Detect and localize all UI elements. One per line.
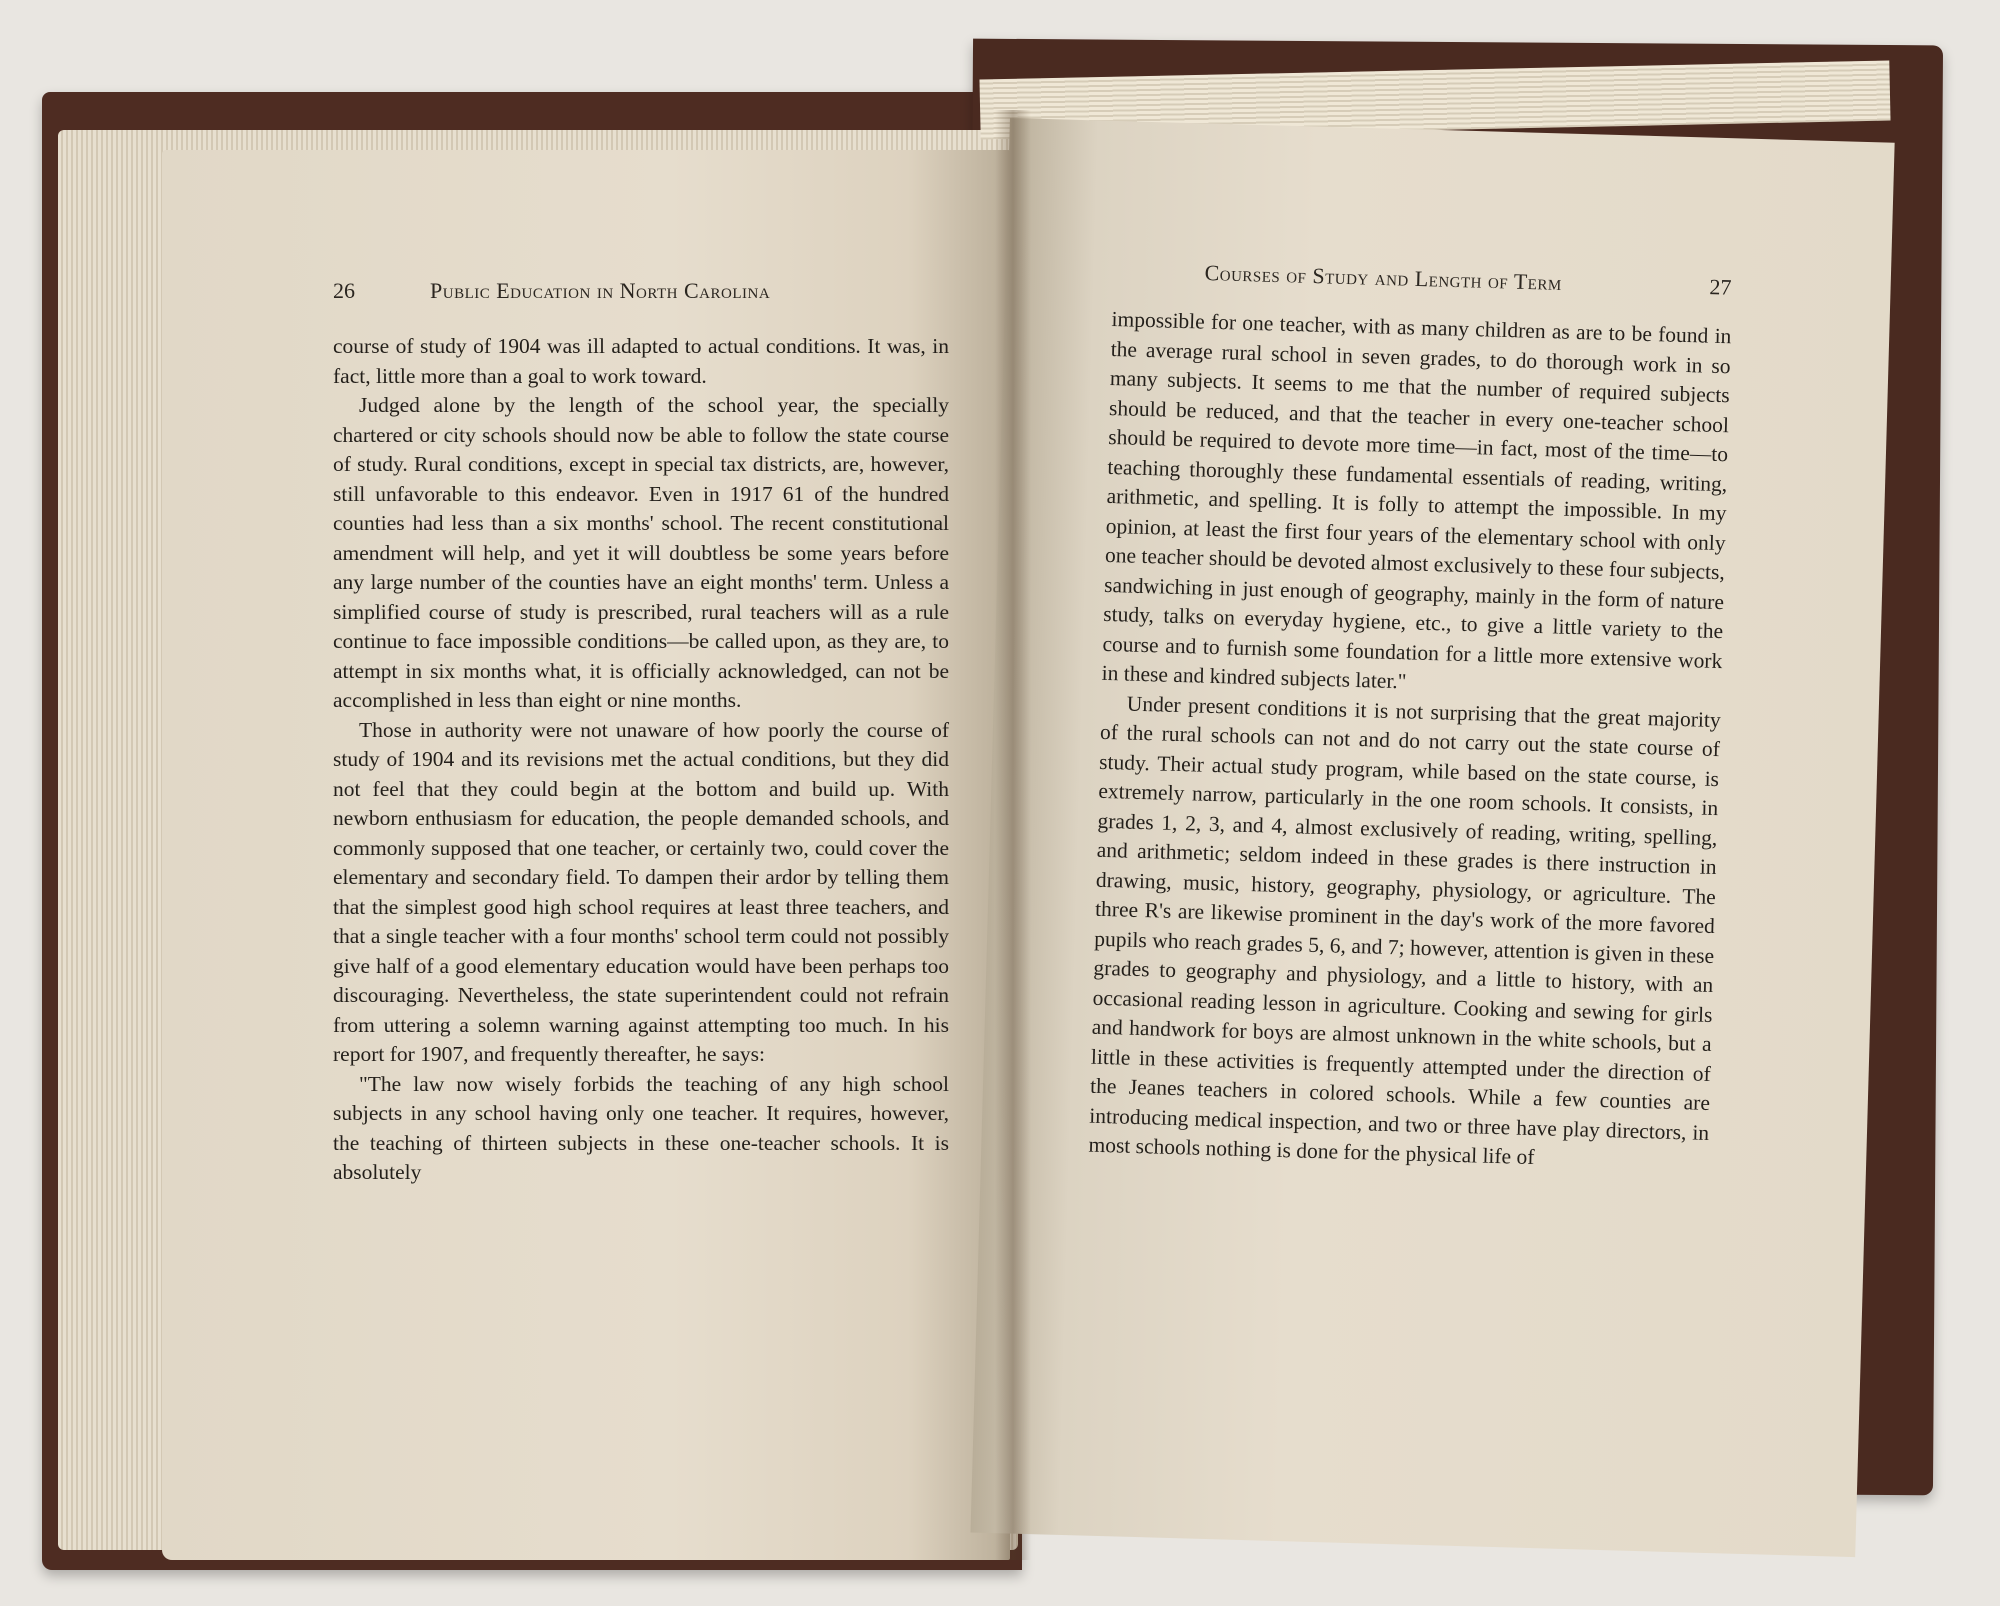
book-gutter: [995, 110, 1031, 1560]
left-paragraph-4: "The law now wisely forbids the teaching of any high school subjects in any school having only one teacher. It requires, however, the teaching of thirteen subjects in these one-teacher schools. It is absolutely: [333, 1071, 949, 1184]
right-paragraph-2: Under present conditions it is not surprising that the great majority of the rural schools can not and do not carry out the state course of study. Their actual study program, while based on the state course, is extremely narrow, particularly in the one room schools. It consists, in grades 1, 2, 3, and 4, almost exclusively of reading, writing, spelling, and arithmetic; seldom indeed in these grades is there instruction in drawing, music, history, geography, physiology, or agriculture. The three R's are likewise prominent in the day's work of the more favored pupils who reach grades 5, 6, and 7; however, attention is given in these grades to geography and physiology, and a little to history, with an occasional reading lesson in agriculture. Cooking and sewing for girls and handwork for boys are almost unknown in the white schools, but a little in these activities is frequently attempted under the direction of the Jeanes teachers in colored schools. While a few counties are introducing medical inspection, and two or three have play directors, in most schools nothing is done for the physical life of: [1088, 691, 1721, 1170]
right-running-head: Courses of Study and Length of Term: [1204, 260, 1563, 295]
right-page-body-wrap: [1088, 305, 1732, 1177]
right-paragraph-1: impossible for one teacher, with as many children as are to be found in the average rural school in seven grades, to do thorough work in so many subjects. It seems to me that the number of required subjects should be reduced, and that the teacher in every one-teacher school should be required to devote more time—in fact, most of the time—to teaching thoroughly these fundamental essentials of reading, writing, arithmetic, and spelling. It is folly to attempt the impossible. In my opinion, at least the first four years of the elementary school with only one teacher should be devoted almost exclusively to these four subjects, sandwiching in just enough of geography, mainly in the form of nature study, talks on everyday hygiene, etc., to give a little variety to the course and to furnish some foundation for a little more extensive work in these and kindred subjects later.": [1101, 306, 1732, 694]
left-paragraph-1: course of study of 1904 was ill adapted to actual conditions. It was, in fact, little more than a goal to work toward.: [333, 334, 949, 388]
left-page-body: [333, 332, 949, 1188]
left-paragraph-2: Judged alone by the length of the school year, the specially chartered or city schools should now be able to follow the state course of study. Rural conditions, except in special tax districts, are, however, still unfavorable to this endeavor. Even in 1917 61 of the hundred counties had less than a six months' school. The recent constitutional amendment will help, and yet it will doubtless be some years before any large number of the counties have an eight months' term. Unless a simplified course of study is prescribed, rural teachers will as a rule continue to face impossible conditions—be called upon, as they are, to attempt in six months what, it is officially acknowledged, can not be accomplished in less than eight or nine months.: [333, 393, 949, 712]
left-paragraph-3: Those in authority were not unaware of how poorly the course of study of 1904 and its revisions met the actual conditions, but they did not feel that they could begin at the bottom and build up. With newborn enthusiasm for education, the people demanded schools, and commonly supposed that one teacher, or certainly two, could cover the elementary and secondary field. To dampen their ardor by telling them that the simplest good high school requires at least three teachers, and that a single teacher with a four months' school term could not possibly give half of a good elementary education would have been perhaps too discouraging. Nevertheless, the state superintendent could not refrain from uttering a solemn warning against attempting too much. In his report for 1907, and frequently thereafter, he says:: [333, 717, 949, 1066]
right-page-number: 27: [1709, 274, 1732, 300]
left-running-head: Public Education in North Carolina: [430, 278, 771, 303]
left-page-number: 26: [333, 278, 355, 303]
right-page-body: [1088, 305, 1732, 1177]
